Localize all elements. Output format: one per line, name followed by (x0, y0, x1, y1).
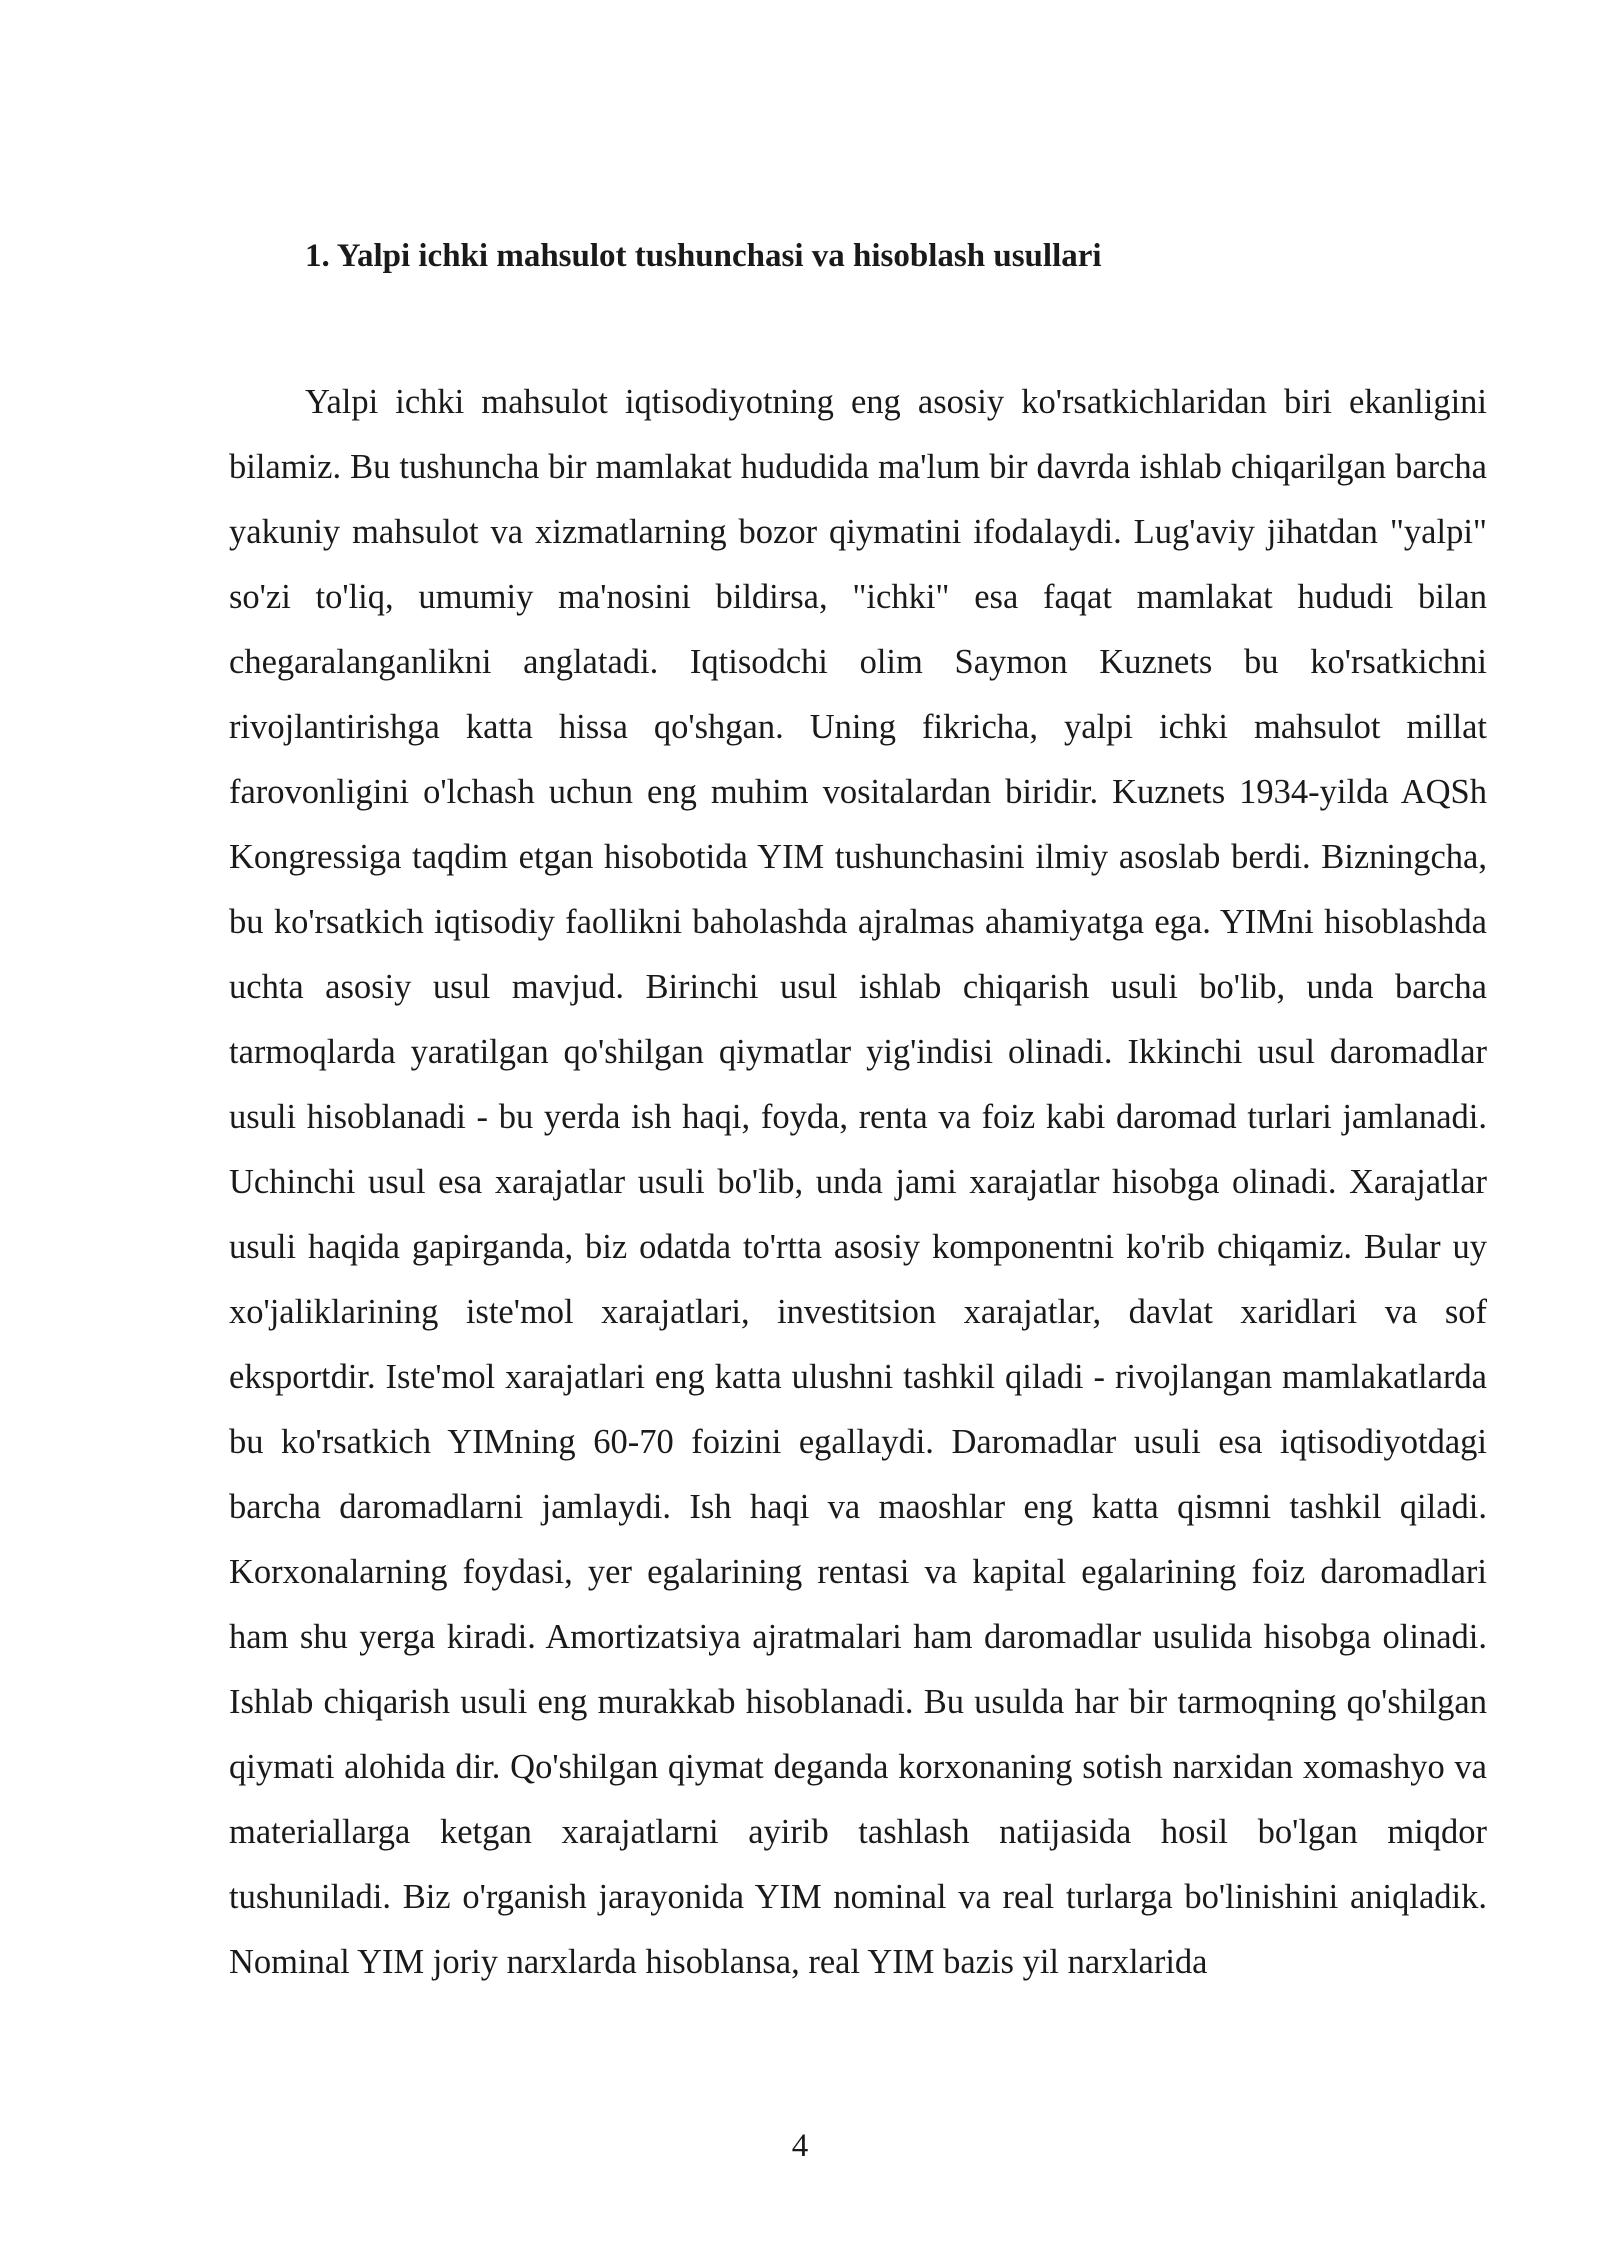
page-number: 4 (791, 2128, 809, 2164)
section-heading: 1. Yalpi ichki mahsulot tushunchasi va hisoblash usullari (305, 238, 1102, 274)
body-paragraph: Yalpi ichki mahsulot iqtisodiyotning eng asosiy ko'rsatkichlaridan biri ekanligini bilamiz. Bu tushuncha bir mamlakat hududida ma'lum bir davrda ishlab chiqarilgan barcha yakuniy mahsulot va xizmatlarning bozor qiymatini ifodalaydi. Lug'aviy jihatdan "yalpi" so'zi to'liq, umumiy ma'nosini bildirsa, "ichki" esa faqat mamlakat hududi bilan chegaralanganlikni anglatadi. Iqtisodchi olim Saymon Kuznets bu ko'rsatkichni rivojlantirishga katta hissa qo'shgan. Uning fikricha, yalpi ichki mahsulot millat farovonligini o'lchash uchun eng muhim vositalardan biridir. Kuznets 1934-yilda AQSh Kongressiga taqdim etgan hisobotida YIM tushunchasini ilmiy asoslab berdi. Bizningcha, bu ko'rsatkich iqtisodiy faollikni baholashda ajralmas ahamiyatga ega. YIMni hisoblashda uchta asosiy usul mavjud. Birinchi usul ishlab chiqarish usuli bo'lib, unda barcha tarmoqlarda yaratilgan qo'shilgan qiymatlar yig'indisi olinadi. Ikkinchi usul daromadlar usuli hisoblanadi - bu yerda ish haqi, foyda, renta va foiz kabi daromad turlari jamlanadi. Uchinchi usul esa xarajatlar usuli bo'lib, unda jami xarajatlar hisobga olinadi. Xarajatlar usuli haqida gapirganda, biz odatda to'rtta asosiy komponentni ko'rib chiqamiz. Bular uy xo'jaliklarining iste'mol xarajatlari, investitsion xarajatlar, davlat xaridlari va sof eksportdir. Iste'mol xarajatlari eng katta ulushni tashkil qiladi - rivojlangan mamlakatlarda bu ko'rsatkich YIMning 60-70 foizini egallaydi. Daromadlar usuli esa iqtisodiyotdagi barcha daromadlarni jamlaydi. Ish haqi va maoshlar eng katta qismni tashkil qiladi. Korxonalarning foydasi, yer egalarining rentasi va kapital egalarining foiz daromadlari ham shu yerga kiradi. Amortizatsiya ajratmalari ham daromadlar usulida hisobga olinadi. Ishlab chiqarish usuli eng murakkab hisoblanadi. Bu usulda har bir tarmoqning qo'shilgan qiymati alohida dir. Qo'shilgan qiymat deganda korxonaning sotish narxidan xomashyo va materiallarga ketgan xarajatlarni ayirib tashlash natijasida hosil bo'lgan miqdor tushuniladi. Biz o'rganish jarayonida YIM nominal va real turlarga bo'linishini aniqladik. Nominal YIM joriy narxlarda hisoblansa, real YIM bazis yil narxlarida (229, 383, 1487, 1981)
